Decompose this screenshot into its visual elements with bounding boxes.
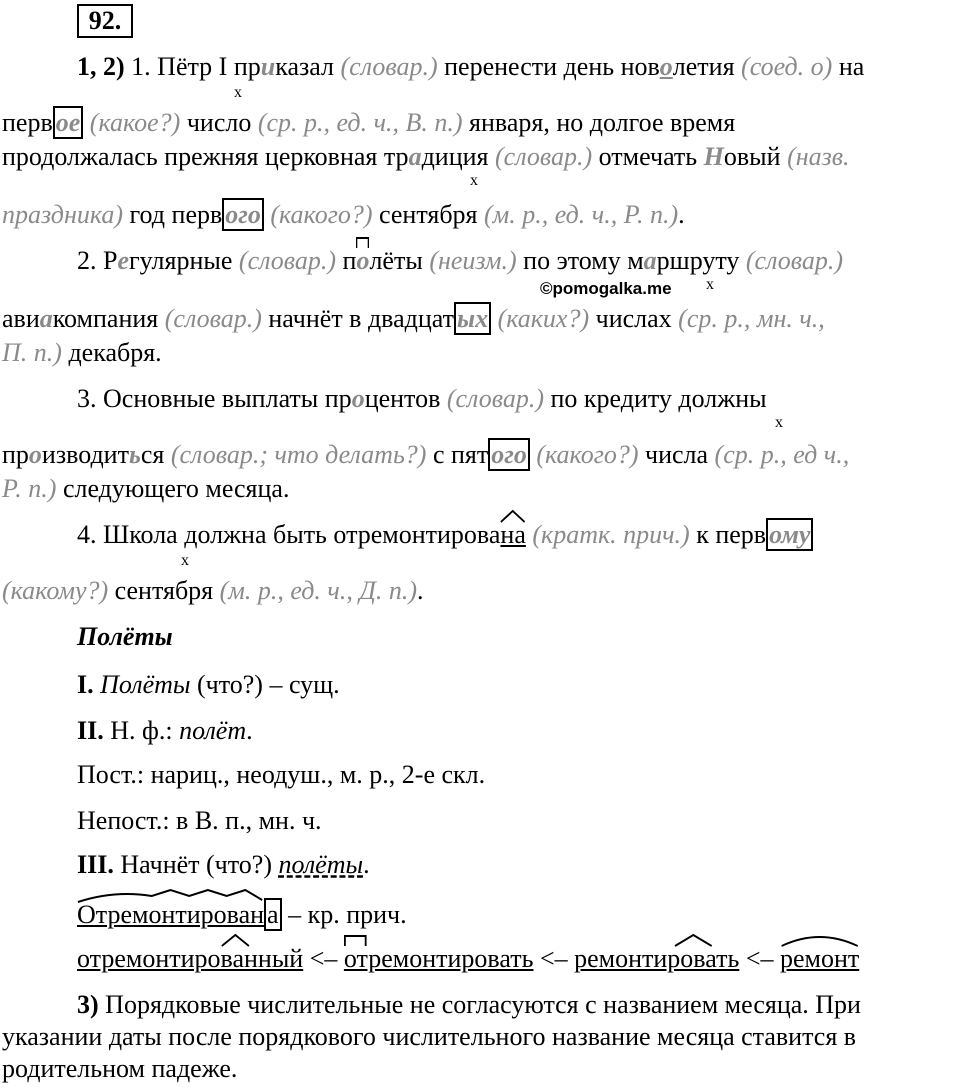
ending-box: ому bbox=[766, 518, 813, 551]
ending-box: ого bbox=[222, 198, 264, 231]
morpheme-chain: отремонтированный <– отремонтировать <– ремонтировать <– ремонт bbox=[77, 944, 859, 974]
ending-box: а bbox=[264, 898, 282, 931]
p2-line2: авиакомпания (словар.) начнёт в двадцат ых (каких?) числах (ср. р., мн. ч., bbox=[2, 304, 825, 333]
p3-line2: производиться (словар.; что делать?) с пят ого (какого?) числа (ср. р., ед ч., bbox=[2, 440, 850, 469]
conclusion-line3: родительном падеже. bbox=[2, 1054, 238, 1083]
suffix-mark: на bbox=[500, 520, 525, 550]
p4-line1: 4. Школа должна быть отремонтирова на (кратк. прич.) к перв ому bbox=[77, 520, 813, 550]
stress-x-mark: x bbox=[234, 84, 242, 101]
root-arc-icon bbox=[780, 934, 859, 946]
suffix-caret-icon bbox=[500, 510, 525, 522]
p1-line1: 1, 2) 1. Пётр I приказал (словар.) перенести день новолетия (соед. о) на bbox=[77, 52, 865, 81]
stress-x-mark: x bbox=[181, 552, 189, 569]
conclusion-line1: 3) Порядковые числительные не согласуются с названием месяца. При bbox=[77, 990, 861, 1019]
p1-line2: перв ое (какое?) число (ср. р., ед. ч., В. п.) января, но долгое время bbox=[2, 108, 736, 137]
suffix-caret-icon bbox=[574, 934, 739, 946]
task-number: 92. bbox=[77, 4, 133, 38]
p4-line2: (какому?) сентября (м. р., ед. ч., Д. п.). bbox=[2, 576, 424, 605]
chain-word-4: ремонт bbox=[780, 944, 859, 974]
suffix-caret-icon bbox=[77, 934, 303, 946]
p3-line3: Р. п.) следующего месяца. bbox=[2, 474, 290, 503]
stress-x-mark: x bbox=[775, 414, 783, 431]
morpheme-line1: Отремонтирован а – кр. прич. bbox=[77, 900, 407, 930]
parsing-line5: III. Начнёт (что?) полёты. bbox=[77, 850, 370, 879]
p2-line1: 2. Регулярные (словар.) п олёты (неизм.) по этому маршруту (словар.) bbox=[77, 246, 843, 276]
watermark: ©pomogalka.me bbox=[540, 279, 672, 298]
prefix-bracket-icon bbox=[344, 934, 534, 946]
chain-word-2: отремонтировать bbox=[344, 944, 534, 974]
parsing-line2: II. Н. ф.: полёт. bbox=[77, 716, 253, 745]
prefix-bracket-icon bbox=[356, 236, 369, 248]
ending-box: ых bbox=[454, 302, 491, 335]
ending-box: ого bbox=[488, 438, 530, 471]
parsing-line3: Пост.: нариц., неодуш., м. р., 2-е скл. bbox=[77, 760, 486, 789]
root-suffix-mark: Отремонтирован bbox=[77, 900, 264, 930]
item-label: 1, 2) bbox=[77, 52, 125, 81]
parsing-line4: Непост.: в В. п., мн. ч. bbox=[77, 806, 322, 835]
chain-word-3: ремонтировать bbox=[574, 944, 739, 974]
p2-line3: П. п.) декабря. bbox=[2, 338, 162, 367]
stress-x-mark: x bbox=[706, 276, 714, 293]
ending-box: ое bbox=[53, 106, 84, 139]
p3-line1: 3. Основные выплаты процентов (словар.) по кредиту должны bbox=[77, 384, 767, 413]
p1-line3: продолжалась прежняя церковная традиция (словар.) отмечать Новый (назв. bbox=[2, 142, 850, 171]
conclusion-line2: указании даты после порядкового числительного название месяца ставится в bbox=[2, 1022, 857, 1051]
suffix-zigzag-icon bbox=[77, 890, 264, 902]
parsing-heading: Полёты bbox=[77, 622, 173, 651]
p1-line4: праздника) год перв ого (какого?) сентября (м. р., ед. ч., Р. п.). bbox=[2, 200, 685, 229]
prefix-mark: о bbox=[356, 246, 369, 276]
parsing-line1: I. Полёты (что?) – сущ. bbox=[77, 670, 340, 699]
stress-x-mark: x bbox=[470, 172, 478, 189]
chain-word-1: отремонтированный bbox=[77, 944, 303, 974]
